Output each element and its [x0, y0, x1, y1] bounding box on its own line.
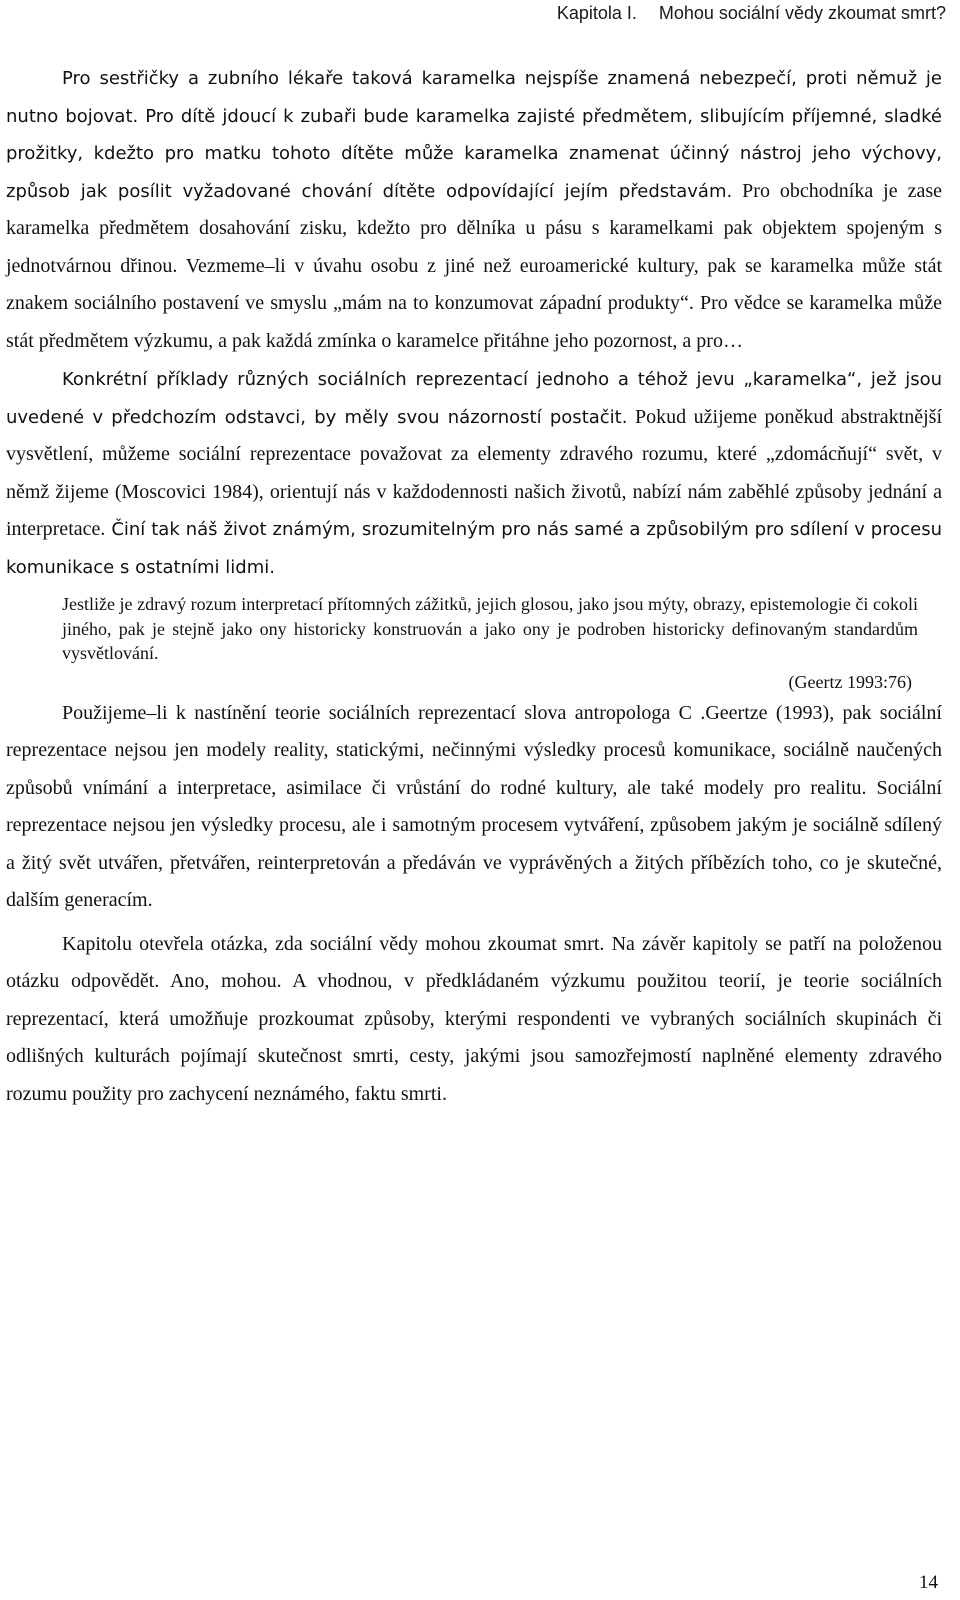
- paragraph-conclusion: [6, 926, 942, 1114]
- paragraph-text: Pro obchodníka je zase karamelka předmětem dosahování zisku, kdežto pro dělníka u pásu s karamelkami pak objektem spojeným s jednotvárnou dřinou.: [6, 179, 942, 277]
- running-header: [557, 3, 946, 24]
- paragraph-text: Činí tak náš život známým, srozumitelným pro nás samé a způsobilým pro sdílení v procesu komunikace s ostatními lidmi.: [6, 519, 942, 578]
- paragraph-text: Vezmeme–li v úvahu osobu z jiné než euroamerické kultury, pak se karamelka může stát znakem sociálního postavení ve smyslu „mám na to konzumovat západní produkty“. Pro vědce se karamelka může stát předmětem výzkumu, a pak každá zmínka o karamelce přitáhne jeho pozornost, a pro…: [6, 254, 943, 352]
- page-content: [6, 60, 942, 1113]
- header-title: Mohou sociální vědy zkoumat smrt?: [658, 3, 946, 23]
- paragraph-geertz: [6, 695, 942, 920]
- paragraph-text: Konkrétní příklady různých sociálních reprezentací jednoho a téhož jevu „karamelka“, jež jsou uvedené v předchozím odstavci, by měly svou názorností postačit.: [6, 369, 942, 428]
- paragraph-text: Pokud užijeme poněkud abstraktnější vysvětlení, můžeme sociální reprezentace považovat za elementy zdravého rozumu, které „zdomácňují“ svět, v němž žijeme (Moscovici 1984), orientují nás v každodennosti našich životů, nabízí nám zaběhlé způsoby jednání a interpretace.: [6, 405, 942, 540]
- quote-citation: (Geertz 1993:76): [788, 671, 912, 692]
- paragraph-social-representations: [6, 361, 942, 586]
- block-quote: Jestliže je zdravý rozum interpretací přítomných zážitků, jejich glosou, jako jsou mýty, obrazy, epistemologie či cokoli jiného, pak je stejně jako ony historicky konstruován a jako ony je podroben historicky definovaným standardům vysvětlování.: [62, 594, 918, 663]
- paragraph-text: Pro sestřičky a zubního lékaře taková karamelka nejspíše znamená nebezpečí, proti němuž je nutno bojovat. Pro dítě jdoucí k zubaři bude karamelka zajisté předmětem, slibujícím příjemné, sladké prožitky, kdežto pro matku tohoto dítěte může karamelka znamenat účinný nástroj jeho výchovy, způsob jak posílit vyžadované chování dítěte odpovídající jejím představám.: [6, 68, 942, 202]
- paragraph-text: Použijeme–li k nastínění teorie sociálních reprezentací slova antropologa C .Geertze (1993), pak sociální reprezentace nejsou jen modely reality, statickými, nečinnými výsledky procesů komunikace, sociálně naučených způsobů vnímání a interpretace, asimilace či vrůstání do rodné kultury, ale také modely pro realitu. Sociální reprezentace nejsou jen výsledky procesu, ale i samotným procesem vytváření, způsobem jakým je sociálně sdílený a žitý svět utvářen, přetvářen, reinterpretován a předáván ve vyprávěných a žitých příbězích toho, co je skutečné, dalším generacím.: [6, 701, 942, 911]
- paragraph-caramel-meanings: [6, 60, 942, 360]
- header-chapter: Kapitola I.: [556, 3, 637, 23]
- paragraph-text: Kapitolu otevřela otázka, zda sociální vědy mohou zkoumat smrt. Na závěr kapitoly se patří na položenou otázku odpovědět. Ano, mohou. A vhodnou, v předkládaném výzkumu použitou teorií, je teorie sociálních reprezentací, která umožňuje prozkoumat způsoby, kterými respondenti ve vybraných sociálních skupinách či odlišných kulturách pojímají skutečnost smrti, cesty, jakými jsou samozřejmostí naplněné elementy zdravého rozumu použity pro zachycení neznámého, faktu smrti.: [6, 932, 942, 1105]
- page-number: 14: [919, 1572, 938, 1593]
